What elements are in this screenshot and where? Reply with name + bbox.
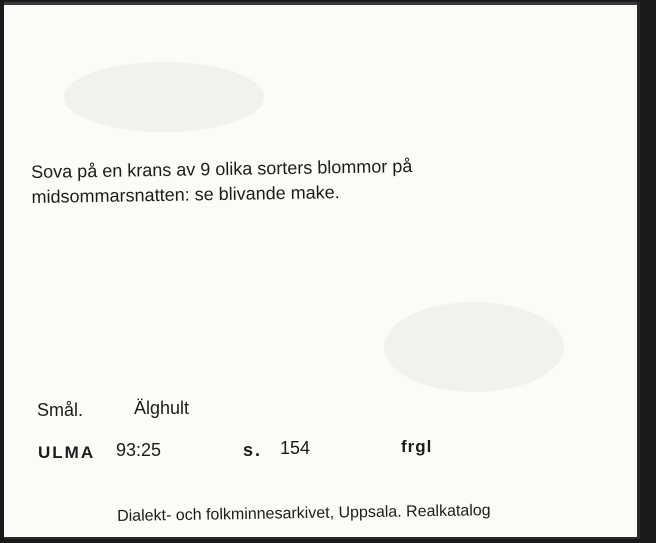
card-top-edge [4, 2, 637, 5]
archive-footer: Dialekt- och folkminnesarkivet, Uppsala. Realkatalog [117, 502, 491, 525]
place-label: Älghult [134, 398, 190, 418]
category-code: frgl [401, 437, 433, 456]
region-label: Smål. [37, 400, 84, 420]
archive-code: ULMA [38, 443, 96, 462]
accession-number: 93:25 [116, 440, 162, 460]
card-record-text [31, 154, 413, 210]
record-text-line-1: Sova på en krans av 9 olika sorters blommor på [31, 156, 413, 182]
page-label: s. [243, 440, 263, 460]
paper-smudge [64, 62, 264, 132]
page-number: 154 [280, 438, 311, 458]
record-text-line-2: midsommarsnatten: se blivande make. [31, 182, 340, 207]
archive-card [4, 2, 640, 539]
paper-smudge [384, 302, 564, 392]
